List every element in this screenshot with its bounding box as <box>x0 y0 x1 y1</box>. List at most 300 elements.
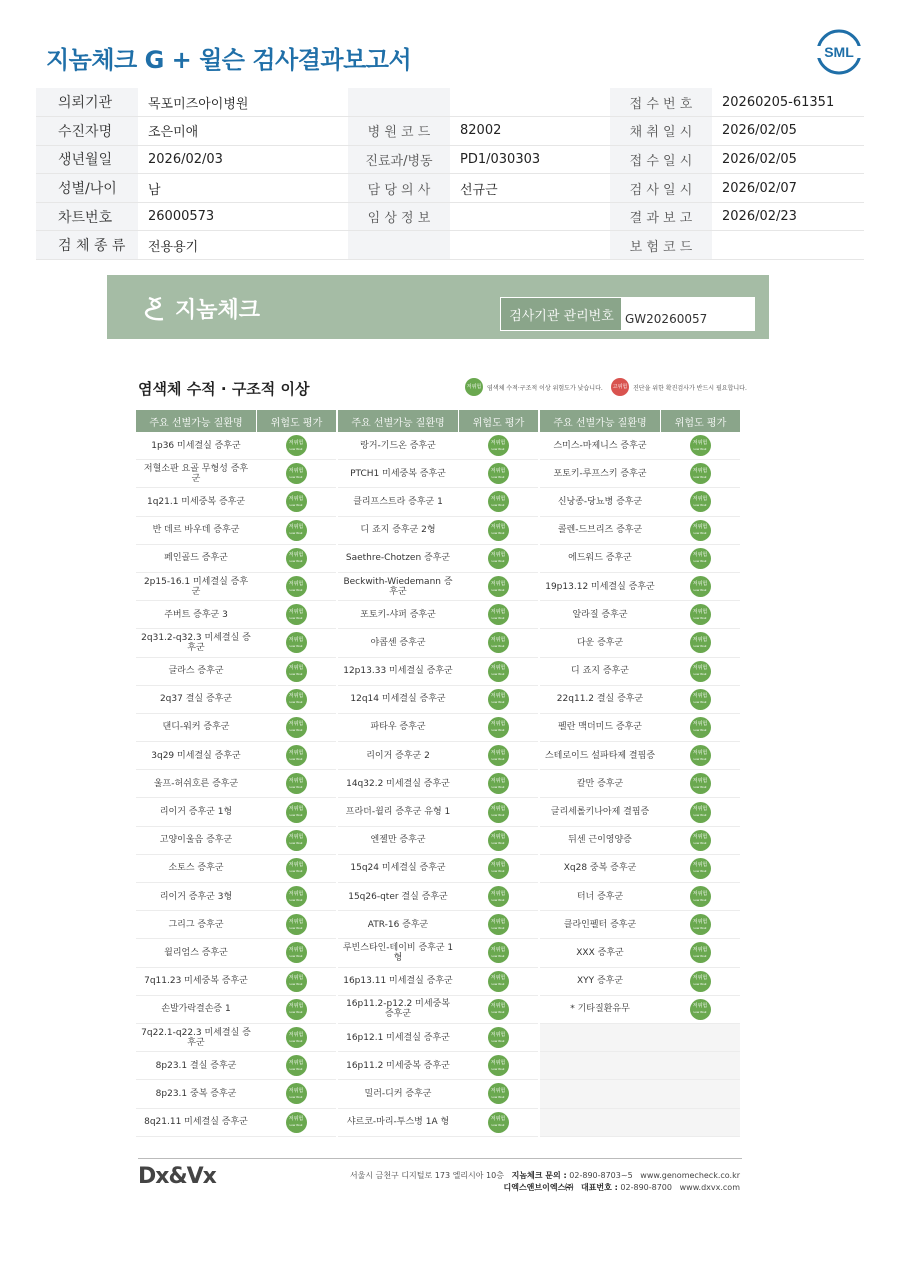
disease-name: 15q26-qter 결실 증후군 <box>348 891 448 902</box>
risk-cell <box>660 488 740 515</box>
disease-row <box>338 629 538 657</box>
low-risk-badge-icon <box>286 886 307 907</box>
low-risk-badge-icon <box>286 689 307 710</box>
low-risk-badge-icon <box>488 689 509 710</box>
low-risk-badge-icon <box>690 999 711 1020</box>
badge-text: 저위험 <box>692 749 708 756</box>
low-risk-badge-icon <box>690 463 711 484</box>
low-risk-badge-icon <box>286 1055 307 1076</box>
badge-sub: Low Risk <box>693 474 707 479</box>
badge-sub: Low Risk <box>289 615 303 620</box>
badge-text: 저위험 <box>692 439 708 446</box>
disease-row <box>338 770 538 798</box>
disease-row <box>338 742 538 770</box>
badge-sub: Low Risk <box>289 869 303 874</box>
badge-text: 저위험 <box>692 608 708 615</box>
col-name-header: 주요 선별가능 질환명 <box>149 417 243 429</box>
badge-sub: Low Risk <box>289 700 303 705</box>
badge-text: 저위험 <box>692 890 708 897</box>
disease-name: 클리프스트라 증후군 1 <box>353 496 443 507</box>
disease-row <box>540 827 740 855</box>
low-risk-badge-icon <box>488 914 509 935</box>
disease-name: 16p11.2-p12.2 미세중복 증후군 <box>346 999 450 1020</box>
low-risk-badge-icon <box>286 717 307 738</box>
disease-row <box>136 911 336 939</box>
badge-text: 저위험 <box>490 834 506 841</box>
dxvx-logo: Dx&Vx <box>138 1164 216 1189</box>
info-value: 26000573 <box>138 202 348 231</box>
disease-name: 스미스-마제니스 증후군 <box>553 440 647 451</box>
info-label: 차트번호 <box>36 202 138 231</box>
footer-main-url[interactable]: www.dxvx.com <box>679 1183 740 1192</box>
disease-name: ATR-16 증후군 <box>367 919 429 930</box>
badge-text: 저위험 <box>490 524 506 531</box>
disease-row <box>338 883 538 911</box>
disease-name: 뒤센 근이영양증 <box>568 835 632 846</box>
badge-sub: Low Risk <box>289 953 303 958</box>
badge-sub: Low Risk <box>289 925 303 930</box>
footer-inquiry-url[interactable]: www.genomecheck.co.kr <box>640 1171 740 1180</box>
badge-sub: Low Risk <box>491 869 505 874</box>
disease-row <box>136 968 336 996</box>
disease-row <box>540 517 740 545</box>
low-risk-badge-icon <box>690 886 711 907</box>
badge-sub: Low Risk <box>491 502 505 507</box>
badge-text: 저위험 <box>490 608 506 615</box>
disease-row <box>136 855 336 883</box>
disease-row <box>136 770 336 798</box>
info-value: 2026/02/05 <box>712 117 864 146</box>
disease-name: 22q11.2 결실 증후군 <box>556 694 644 705</box>
genomecheck-banner <box>107 275 769 339</box>
low-risk-badge-icon <box>286 576 307 597</box>
disease-row <box>540 911 740 939</box>
low-risk-badge-icon <box>286 802 307 823</box>
info-label: 생년월일 <box>36 145 138 174</box>
legend-low <box>465 378 603 396</box>
badge-text: 저위험 <box>490 439 506 446</box>
mgmt-number-label: 검사기관 관리번호 <box>500 297 623 331</box>
low-risk-badge-icon <box>488 830 509 851</box>
disease-row <box>136 658 336 686</box>
info-label: 의뢰기관 <box>36 88 138 117</box>
badge-text: 저위험 <box>692 777 708 784</box>
low-risk-badge-icon <box>690 520 711 541</box>
disease-row <box>540 855 740 883</box>
badge-text: 저위험 <box>490 918 506 925</box>
badge-sub: Low Risk <box>491 1123 505 1128</box>
disease-name: 알라질 증후군 <box>572 609 628 620</box>
low-risk-badge-icon <box>286 942 307 963</box>
footer-main-label: 대표번호 : <box>580 1183 618 1192</box>
risk-cell <box>458 827 538 854</box>
badge-sub: Low Risk <box>289 502 303 507</box>
disease-row <box>540 939 740 967</box>
disease-row <box>338 460 538 488</box>
badge-sub: Low Risk <box>693 643 707 648</box>
disease-name: 7q22.1-q22.3 미세결실 증후군 <box>141 1027 251 1048</box>
disease-row <box>540 601 740 629</box>
risk-cell <box>660 883 740 910</box>
disease-name: 19p13.12 미세결실 증후군 <box>545 581 655 592</box>
risk-cell <box>660 714 740 741</box>
low-risk-badge-icon <box>286 491 307 512</box>
disease-name: 8q21.11 미세결실 증후군 <box>144 1117 248 1128</box>
disease-name: XYY 증후군 <box>576 976 624 987</box>
risk-cell <box>256 1024 336 1051</box>
badge-text: 저위험 <box>288 636 304 643</box>
disease-name: XXX 증후군 <box>576 947 624 958</box>
badge-text: 저위험 <box>490 777 506 784</box>
disease-name: 2q37 결실 증후군 <box>159 694 233 705</box>
badge-sub: Low Risk <box>289 1038 303 1043</box>
disease-row <box>136 629 336 657</box>
info-label: 수진자명 <box>36 117 138 146</box>
disease-row <box>136 798 336 826</box>
badge-sub: Low Risk <box>491 1066 505 1071</box>
footer-company: 디엑스앤브이엑스㈜ <box>503 1183 574 1192</box>
badge-sub: Low Risk <box>491 643 505 648</box>
info-label: 병 원 코 드 <box>348 117 450 146</box>
badge-sub: Low Risk <box>491 897 505 902</box>
badge-sub: Low Risk <box>693 672 707 677</box>
risk-cell <box>660 855 740 882</box>
low-risk-badge-icon <box>488 773 509 794</box>
disease-row <box>540 488 740 516</box>
risk-cell <box>256 658 336 685</box>
badge-text: 저위험 <box>692 552 708 559</box>
footer-main-phone: 02-890-8700 <box>620 1183 672 1192</box>
disease-name: 리이거 증후군 2 <box>366 750 430 761</box>
badge-sub: Low Risk <box>289 1010 303 1015</box>
disease-row <box>540 686 740 714</box>
disease-name: 8p23.1 중복 증후군 <box>155 1088 237 1099</box>
info-value: 2026/02/07 <box>712 174 864 203</box>
risk-cell <box>256 714 336 741</box>
badge-text: 저위험 <box>490 580 506 587</box>
low-risk-badge-icon <box>488 858 509 879</box>
low-risk-badge-icon <box>488 1112 509 1133</box>
badge-text: 저위험 <box>490 495 506 502</box>
risk-cell <box>458 770 538 797</box>
badge-text: 저위험 <box>288 580 304 587</box>
info-row <box>36 202 864 231</box>
info-value: 선규근 <box>450 174 610 203</box>
disease-name: 16p11.2 미세중복 증후군 <box>346 1060 450 1071</box>
col-risk-header: 위험도 평가 <box>256 410 336 432</box>
low-risk-badge-icon <box>286 914 307 935</box>
risk-cell <box>256 855 336 882</box>
low-risk-badge-icon <box>488 942 509 963</box>
badge-text: 저위험 <box>288 467 304 474</box>
disease-row <box>136 1052 336 1080</box>
sml-logo-text: SML <box>824 44 854 60</box>
badge-sub: Low Risk <box>693 756 707 761</box>
low-risk-badge-icon <box>286 745 307 766</box>
low-risk-badge-icon <box>690 435 711 456</box>
risk-cell <box>458 1024 538 1051</box>
risk-cell <box>458 460 538 487</box>
badge-text: 저위험 <box>288 806 304 813</box>
disease-row <box>338 432 538 460</box>
disease-name: 고양이울음 증후군 <box>159 835 233 846</box>
disease-row <box>338 827 538 855</box>
risk-cell <box>256 1052 336 1079</box>
badge-text: 저위험 <box>692 918 708 925</box>
low-risk-badge-icon <box>690 858 711 879</box>
low-risk-badge-icon <box>488 491 509 512</box>
disease-name: Beckwith-Wiedemann 증후군 <box>343 576 453 597</box>
low-risk-badge-icon <box>690 491 711 512</box>
low-risk-badge-icon <box>286 999 307 1020</box>
low-risk-badge-icon <box>488 632 509 653</box>
info-label <box>348 231 450 260</box>
risk-cell <box>660 460 740 487</box>
badge-text: 저위험 <box>288 975 304 982</box>
low-risk-badge-icon <box>286 604 307 625</box>
disease-name: 리이거 증후군 1형 <box>159 807 233 818</box>
badge-sub: Low Risk <box>693 813 707 818</box>
low-risk-badge-icon <box>690 745 711 766</box>
badge-sub: Low Risk <box>693 784 707 789</box>
info-label: 접 수 일 시 <box>610 145 712 174</box>
mgmt-number-value: GW20260057 <box>621 297 755 331</box>
badge-text: 저위험 <box>692 495 708 502</box>
risk-cell <box>458 1109 538 1136</box>
badge-sub: Low Risk <box>693 446 707 451</box>
info-row <box>36 145 864 174</box>
low-risk-badge-icon <box>286 1027 307 1048</box>
disease-row <box>540 883 740 911</box>
badge-text: 저위험 <box>288 721 304 728</box>
low-risk-badge-icon <box>488 435 509 456</box>
disease-name: 클라인펠터 증후군 <box>563 919 637 930</box>
footer-contact-line <box>350 1170 740 1181</box>
disease-row <box>136 432 336 460</box>
disease-name: 글리세롤키나아제 결핍증 <box>550 807 650 818</box>
badge-text: 저위험 <box>490 721 506 728</box>
disease-row <box>540 714 740 742</box>
risk-cell <box>256 432 336 459</box>
badge-sub: Low Risk <box>491 925 505 930</box>
info-label: 진료과/병동 <box>348 145 450 174</box>
disease-row <box>540 432 740 460</box>
disease-name: 저혈소판 요골 무형성 증후군 <box>143 463 249 484</box>
disease-row <box>136 883 336 911</box>
badge-text: 저위험 <box>692 1003 708 1010</box>
disease-name: 16p12.1 미세결실 증후군 <box>346 1032 450 1043</box>
disease-row <box>136 996 336 1024</box>
low-risk-badge-icon <box>286 435 307 456</box>
low-risk-badge-icon <box>690 548 711 569</box>
disease-row <box>338 855 538 883</box>
disease-name: 다운 증후군 <box>576 637 624 648</box>
badge-text: 저위험 <box>288 665 304 672</box>
disease-row <box>136 714 336 742</box>
info-value: 2026/02/23 <box>712 202 864 231</box>
badge-text: 저위험 <box>490 975 506 982</box>
badge-text: 저위험 <box>692 693 708 700</box>
disease-name: 에드워드 증후군 <box>568 553 632 564</box>
disease-row <box>540 658 740 686</box>
risk-cell <box>660 517 740 544</box>
badge-text: 저위험 <box>288 1003 304 1010</box>
disease-row <box>136 686 336 714</box>
risk-cell <box>256 601 336 628</box>
risk-cell <box>256 968 336 995</box>
risk-cell <box>660 686 740 713</box>
badge-text: 저위험 <box>692 636 708 643</box>
empty-row <box>540 1080 740 1108</box>
disease-row <box>338 658 538 686</box>
disease-name: 1q21.1 미세중복 증후군 <box>146 496 246 507</box>
risk-cell <box>256 460 336 487</box>
disease-row <box>136 545 336 573</box>
disease-row <box>540 573 740 601</box>
badge-text: 저위험 <box>692 834 708 841</box>
badge-text: 저위험 <box>692 665 708 672</box>
info-value <box>450 202 610 231</box>
badge-text: 저위험 <box>490 552 506 559</box>
low-risk-badge-icon <box>488 463 509 484</box>
badge-sub: Low Risk <box>491 728 505 733</box>
disease-row <box>338 601 538 629</box>
low-risk-badge-icon <box>690 773 711 794</box>
disease-row <box>136 742 336 770</box>
risk-cell <box>458 798 538 825</box>
badge-sub: Low Risk <box>491 446 505 451</box>
badge-sub: Low Risk <box>289 897 303 902</box>
risk-cell <box>458 883 538 910</box>
disease-row <box>338 517 538 545</box>
footer-inquiry-label: 지놈체크 문의 : <box>511 1171 567 1180</box>
low-risk-badge-icon <box>488 1083 509 1104</box>
badge-sub: Low Risk <box>491 784 505 789</box>
badge-sub: Low Risk <box>289 982 303 987</box>
disease-row <box>338 545 538 573</box>
badge-text: 저위험 <box>490 946 506 953</box>
disease-row <box>338 714 538 742</box>
low-risk-badge-icon <box>690 604 711 625</box>
disease-name: 밀러-디커 증후군 <box>364 1088 432 1099</box>
disease-name: 12p13.33 미세결실 증후군 <box>343 666 453 677</box>
low-risk-badge-icon <box>488 548 509 569</box>
badge-sub: Low Risk <box>491 813 505 818</box>
risk-cell <box>256 939 336 966</box>
disease-row <box>136 488 336 516</box>
disease-row <box>136 939 336 967</box>
risk-cell <box>458 968 538 995</box>
info-label: 결 과 보 고 <box>610 202 712 231</box>
badge-text: 저위험 <box>692 524 708 531</box>
disease-row <box>540 968 740 996</box>
disease-name: 리이거 증후군 3형 <box>159 891 233 902</box>
badge-text: 저위험 <box>692 862 708 869</box>
badge-sub: Low Risk <box>491 559 505 564</box>
info-value: 남 <box>138 174 348 203</box>
badge-sub: Low Risk <box>491 756 505 761</box>
low-risk-badge-icon <box>488 999 509 1020</box>
low-risk-badge-icon <box>286 661 307 682</box>
risk-cell <box>256 545 336 572</box>
footer-inquiry-phone: 02-890-8703~5 <box>569 1171 633 1180</box>
disease-name: 페인골드 증후군 <box>164 553 228 564</box>
disease-name: 야콥센 증후군 <box>370 637 426 648</box>
badge-text: 저위험 <box>490 749 506 756</box>
badge-sub: Low Risk <box>693 869 707 874</box>
badge-sub: Low Risk <box>289 841 303 846</box>
info-row <box>36 174 864 203</box>
badge-sub: Low Risk <box>289 813 303 818</box>
badge-text: 저위험 <box>288 834 304 841</box>
info-label: 임 상 정 보 <box>348 202 450 231</box>
risk-cell <box>660 996 740 1023</box>
low-risk-badge-icon <box>286 463 307 484</box>
risk-cell <box>458 911 538 938</box>
info-value: 조은미애 <box>138 117 348 146</box>
disease-name: 스테로이드 설파타제 결핍증 <box>544 750 656 761</box>
badge-sub: Low Risk <box>491 953 505 958</box>
risk-cell <box>256 517 336 544</box>
badge-sub: Low Risk <box>289 446 303 451</box>
disease-row <box>136 460 336 488</box>
section-title: 염색체 수적 · 구조적 이상 <box>138 380 310 398</box>
badge-text: 저위험 <box>490 1059 506 1066</box>
info-value: 전용용기 <box>138 231 348 260</box>
disease-name: 프라더-윌리 증후군 유형 1 <box>345 807 451 818</box>
info-label: 성별/나이 <box>36 174 138 203</box>
badge-sub: Low Risk <box>289 643 303 648</box>
risk-cell <box>660 629 740 656</box>
risk-cell <box>458 855 538 882</box>
footer-address: 서울시 금천구 디지털로 173 엘리시아 10층 <box>349 1171 504 1180</box>
disease-name: 디 죠지 증후군 2형 <box>360 525 436 536</box>
low-risk-badge-icon <box>488 604 509 625</box>
disease-row <box>338 1109 538 1137</box>
disease-row <box>338 911 538 939</box>
badge-text: 저위험 <box>692 806 708 813</box>
risk-cell <box>458 658 538 685</box>
disease-name: 12q14 미세결실 증후군 <box>350 694 446 705</box>
badge-text: 저위험 <box>288 552 304 559</box>
disease-row <box>136 1024 336 1052</box>
footer-divider <box>138 1158 742 1159</box>
disease-name: 터너 증후군 <box>576 891 624 902</box>
badge-text: 저위험 <box>490 1116 506 1123</box>
risk-cell <box>256 827 336 854</box>
disease-row <box>136 1109 336 1137</box>
column-header <box>540 410 740 432</box>
low-risk-badge-icon <box>488 717 509 738</box>
banner-brand <box>143 293 260 324</box>
badge-sub: Low Risk <box>491 982 505 987</box>
badge-text: 저위험 <box>692 580 708 587</box>
low-risk-badge-icon <box>488 886 509 907</box>
badge-text: 저위험 <box>490 1087 506 1094</box>
empty-row <box>540 1109 740 1137</box>
low-risk-badge-icon <box>488 1055 509 1076</box>
disease-row <box>540 770 740 798</box>
disease-name: 디 죠지 증후군 <box>571 666 629 677</box>
badge-sub: Low Risk <box>693 1010 707 1015</box>
risk-cell <box>458 686 538 713</box>
badge-text: 저위험 <box>490 693 506 700</box>
disease-column-1 <box>136 410 336 1140</box>
disease-row <box>136 601 336 629</box>
low-risk-badge-icon <box>488 576 509 597</box>
disease-name: 2p15-16.1 미세결실 증후군 <box>143 576 249 597</box>
disease-name: 포토키-샤퍼 증후군 <box>360 609 436 620</box>
